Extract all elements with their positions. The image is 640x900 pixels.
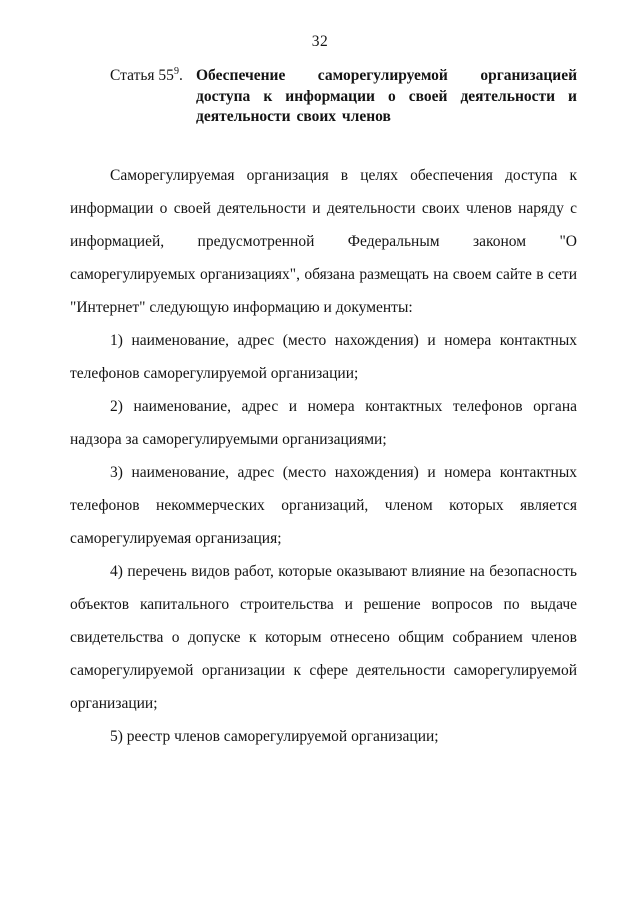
article-label bbox=[110, 66, 196, 87]
article-superscript: 9 bbox=[173, 65, 179, 77]
page-number: 32 bbox=[311, 33, 329, 50]
article-label-separator: . bbox=[178, 67, 183, 84]
article-body bbox=[70, 159, 577, 753]
paragraph-intro: Саморегулируемая организация в целях обеспечения доступа к информации о своей деятельности и деятельности своих членов наряду с информацией, предусмотренной Федеральным законом "О саморегулируемых организациях", обязана размещать на своем сайте в сети "Интернет" следующую информацию и документы: bbox=[70, 166, 577, 316]
list-item-5: 5) реестр членов саморегулируемой организации; bbox=[110, 727, 439, 745]
article-heading bbox=[110, 66, 577, 128]
list-item-1: 1) наименование, адрес (место нахождения) и номера контактных телефонов саморегулируемой организации; bbox=[70, 331, 577, 382]
article-label-text: Статья 55 bbox=[110, 67, 174, 84]
list-item-2: 2) наименование, адрес и номера контактных телефонов органа надзора за саморегулируемыми организациями; bbox=[70, 397, 577, 448]
article-title: Обеспечение саморегулируемой организацией доступа к информации о своей деятельности и деятельности своих членов bbox=[196, 67, 577, 125]
list-item-4: 4) перечень видов работ, которые оказывают влияние на безопасность объектов капитального строительства и решение вопросов по выдаче свидетельства о допуске к которым отнесено общим собранием членов саморегулируемой организации к сфере деятельности саморегулируемой организации; bbox=[70, 562, 577, 712]
list-item-3: 3) наименование, адрес (место нахождения) и номера контактных телефонов некоммерческих организаций, членом которых является саморегулируемая организация; bbox=[70, 463, 577, 547]
